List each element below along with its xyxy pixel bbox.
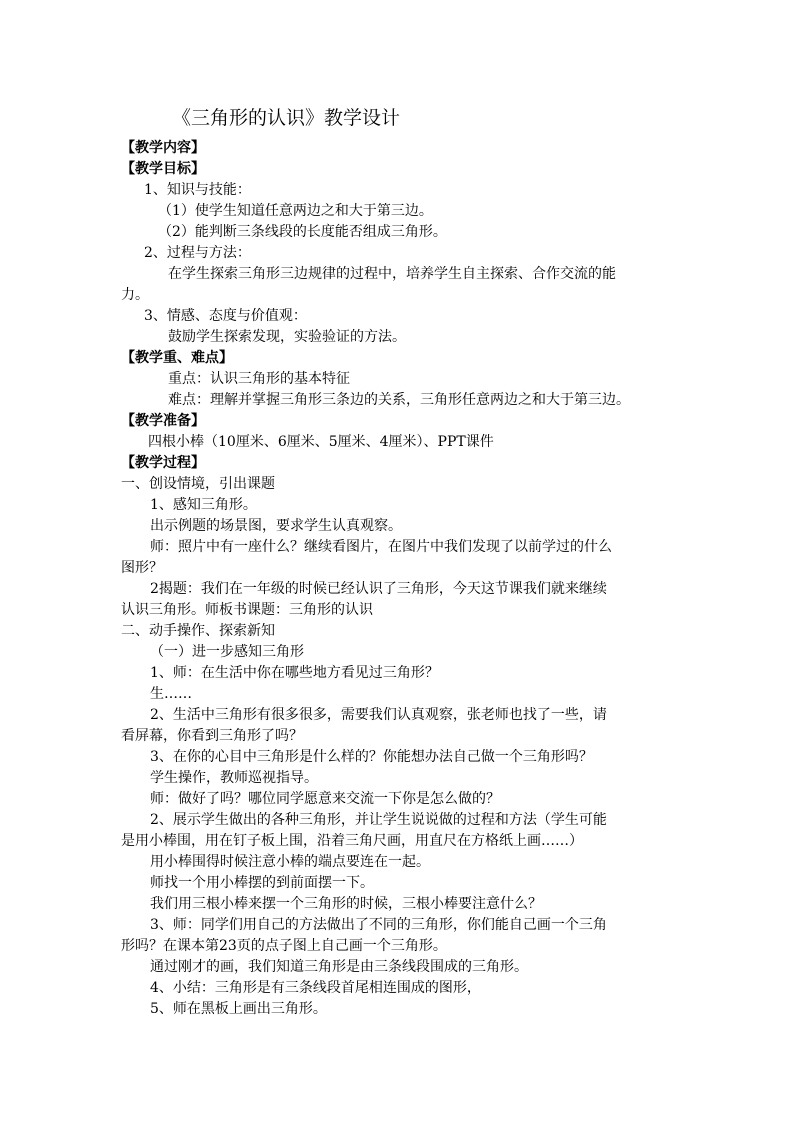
paragraph-line: 力。 bbox=[121, 287, 149, 303]
section-heading-process: 【教学过程】 bbox=[121, 455, 205, 471]
paragraph-line: 难点：理解并掌握三角形三条边的关系，三角形任意两边之和大于第三边。 bbox=[168, 392, 630, 408]
paragraph-line: 1、知识与技能： bbox=[144, 182, 251, 198]
document-title: 《三角形的认识》教学设计 bbox=[172, 107, 401, 129]
section-heading-preparation: 【教学准备】 bbox=[121, 413, 205, 429]
paragraph-line: （1）使学生知道任意两边之和大于第三边。 bbox=[158, 203, 433, 219]
paragraph-line: 2、生活中三角形有很多很多，需要我们认真观察，张老师也找了一些，请 bbox=[150, 707, 607, 723]
paragraph-line: 四根小棒（10厘米、6厘米、5厘米、4厘米）、PPT课件 bbox=[148, 434, 494, 450]
paragraph-line: 1、师：在生活中你在哪些地方看见过三角形？ bbox=[150, 665, 439, 681]
paragraph-line: 通过刚才的画，我们知道三角形是由三条线段围成的三角形。 bbox=[150, 959, 528, 975]
paragraph-line: 生…… bbox=[150, 686, 192, 702]
paragraph-line: 3、在你的心目中三角形是什么样的？你能想办法自己做一个三角形吗？ bbox=[150, 749, 593, 765]
paragraph-line: 1、感知三角形。 bbox=[150, 497, 257, 513]
paragraph-line: （2）能判断三条线段的长度能否组成三角形。 bbox=[158, 224, 447, 240]
paragraph-line: 认识三角形。师板书课题：三角形的认识 bbox=[121, 602, 373, 618]
paragraph-line: 4、小结：三角形是有三条线段首尾相连围成的图形， bbox=[150, 980, 481, 996]
section-heading-content: 【教学内容】 bbox=[121, 140, 205, 156]
paragraph-line: 出示例题的场景图，要求学生认真观察。 bbox=[150, 518, 402, 534]
paragraph-line: 2揭题：我们在一年级的时候已经认识了三角形，今天这节课我们就来继续 bbox=[150, 581, 607, 597]
paragraph-line: 我们用三根小棒来摆一个三角形的时候，三根小棒要注意什么？ bbox=[150, 896, 542, 912]
paragraph-line: 师找一个用小棒摆的到前面摆一下。 bbox=[150, 875, 374, 891]
paragraph-line: 鼓励学生探索发现，实验验证的方法。 bbox=[168, 329, 406, 345]
section-heading-key-points: 【教学重、难点】 bbox=[121, 350, 233, 366]
paragraph-line: 2、过程与方法： bbox=[144, 245, 251, 261]
paragraph-line: 5、师在黑板上画出三角形。 bbox=[150, 1001, 327, 1017]
paragraph-line: 一、创设情境，引出课题 bbox=[121, 476, 275, 492]
paragraph-line: 3、情感、态度与价值观： bbox=[144, 308, 307, 324]
paragraph-line: 用小棒围得时候注意小棒的端点要连在一起。 bbox=[150, 854, 430, 870]
paragraph-line: 在学生探索三角形三边规律的过程中，培养学生自主探索、合作交流的能 bbox=[168, 266, 616, 282]
paragraph-line: 师：照片中有一座什么？继续看图片，在图片中我们发现了以前学过的什么 bbox=[150, 539, 612, 555]
paragraph-line: 师：做好了吗？哪位同学愿意来交流一下你是怎么做的？ bbox=[150, 791, 500, 807]
paragraph-line: （一）进一步感知三角形 bbox=[150, 644, 304, 660]
paragraph-line: 重点：认识三角形的基本特征 bbox=[168, 371, 350, 387]
paragraph-line: 形吗？在课本第23页的点子图上自己画一个三角形。 bbox=[121, 938, 447, 954]
paragraph-line: 2、展示学生做出的各种三角形，并让学生说说做的过程和方法（学生可能 bbox=[150, 812, 607, 828]
section-heading-objectives: 【教学目标】 bbox=[121, 161, 205, 177]
paragraph-line: 二、动手操作、探索新知 bbox=[121, 623, 275, 639]
paragraph-line: 看屏幕，你看到三角形了吗？ bbox=[121, 728, 303, 744]
paragraph-line: 图形？ bbox=[121, 560, 163, 576]
paragraph-line: 3、师：同学们用自己的方法做出了不同的三角形，你们能自己画一个三角 bbox=[150, 917, 607, 933]
paragraph-line: 学生操作，教师巡视指导。 bbox=[150, 770, 318, 786]
paragraph-line: 是用小棒围，用在钉子板上围，沿着三角尺画，用直尺在方格纸上画……） bbox=[121, 833, 583, 849]
